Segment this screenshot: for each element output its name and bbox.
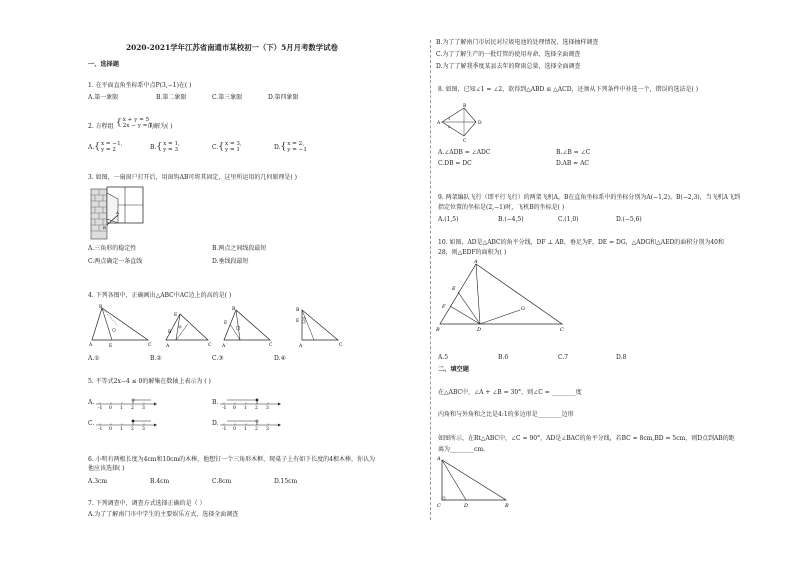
q2-eq1: x + y = 5 <box>122 117 150 123</box>
q13-line1: 如图所示，在Rt△ABC中，∠C = 90°，AD是∠BAC的角平分线，若BC = 8cm,BD = 5cm，则D点到AB的距 <box>438 435 735 442</box>
right-column <box>436 0 791 562</box>
q9-option-d: D.(−5,6) <box>616 216 642 223</box>
svg-text:D: D <box>464 503 469 509</box>
q4-stem: 4. 下列各图中，正确画出△ABC中AC边上的高的是( ) <box>88 292 232 299</box>
q5-number-line-a <box>96 399 157 411</box>
q5-tick-label: 3 <box>266 406 269 411</box>
q6-option-d: D.15cm <box>274 478 298 485</box>
q3-option-c: C.两点确定一条直线 <box>88 258 143 265</box>
q3-stem: 3. 如图，一扇窗户打开后，用窗钩AB可将其固定，这里所运用的几何原理是( ) <box>88 174 297 181</box>
q2-option-c: C. { x = 3, y = 1 <box>212 141 242 154</box>
q5-tick-label: -1 <box>98 427 103 430</box>
svg-text:A: A <box>474 259 478 265</box>
svg-text:A: A <box>222 344 226 349</box>
q9-option-a: A.(1,5) <box>438 216 459 223</box>
q1-option-b: B.第二象限 <box>156 94 187 101</box>
q10-line1: 10. 如图，AD是△ABC的角平分线，DF ⊥ AB，垂足为F，DE = DG，△ADG和△AED的面积分别为40和 <box>438 239 724 246</box>
svg-text:B: B <box>103 225 106 230</box>
q5-number-lines <box>88 390 288 430</box>
svg-text:B: B <box>296 308 300 313</box>
svg-text:C: C <box>463 139 467 144</box>
svg-text:B: B <box>99 305 103 310</box>
q5-tick-label: 2 <box>255 427 258 430</box>
q5-tick-label: 2 <box>131 406 134 411</box>
q5-tick-label: 0 <box>109 406 112 411</box>
svg-text:A: A <box>89 343 93 348</box>
left-column <box>88 0 423 562</box>
svg-text:A: A <box>116 210 119 215</box>
q4-figure-2 <box>165 312 212 349</box>
section-fill-heading: 二、填空题 <box>438 366 469 373</box>
q5-option-b: B. <box>212 399 219 406</box>
q5-tick-label: 3 <box>266 427 269 430</box>
svg-text:2: 2 <box>448 125 451 129</box>
column-divider <box>430 40 431 520</box>
q5-tick-label: 1 <box>244 406 247 411</box>
q1-option-d: D.第四象限 <box>268 94 299 101</box>
q10-figure <box>436 258 566 334</box>
q10-option-b: B.6 <box>498 354 509 361</box>
svg-text:E: E <box>296 319 300 324</box>
svg-text:E: E <box>109 344 113 349</box>
svg-text:C: C <box>208 343 212 348</box>
svg-text:B: B <box>505 503 509 509</box>
q9-line1: 9. 两架编队飞行（即平行飞行）的两架飞机A，B在直角坐标系中的坐标分别为A(−1,2)，B(−2,3)，当飞机A飞到 <box>438 194 740 201</box>
svg-text:B: B <box>436 327 440 333</box>
q6-option-c: C.8cm <box>212 478 232 485</box>
svg-text:C: C <box>148 343 152 348</box>
q7-option-d: D.为了了解我季度某县去年的降雨总量，选择全面调查 <box>436 63 581 70</box>
q5-tick-label: 1 <box>120 427 123 430</box>
q3-option-d: D.垂线段最短 <box>212 258 249 265</box>
svg-text:1: 1 <box>448 117 451 121</box>
q4-figure-3 <box>221 306 273 349</box>
q1-option-c: C.第三象限 <box>212 94 243 101</box>
q2-option-b: B. { x = 1, y = 3 <box>150 141 180 154</box>
q6-line1: 6. 小明有两根长度为4cm和10cm的木棒，他想钉一个三角形木框，现桌子上有如下长度的4根木棒，你认为 <box>88 456 376 463</box>
q8-option-a: A.∠ADB = ∠ADC <box>438 149 491 156</box>
q3-option-b: B.两点之间线段最短 <box>212 245 267 252</box>
q4-option-a: A.① <box>88 355 100 362</box>
q5-option-c: C. <box>88 420 95 427</box>
q5-option-a: A. <box>88 399 95 406</box>
section-choice-heading: 一、选择题 <box>88 61 119 68</box>
q4-option-c: C.③ <box>212 355 224 362</box>
q5-tick-label: 3 <box>142 406 145 411</box>
svg-text:B: B <box>463 104 467 109</box>
q4-option-d: D.④ <box>274 355 286 362</box>
svg-text:C: C <box>339 343 343 348</box>
svg-text:D: D <box>477 327 482 333</box>
svg-text:C: C <box>560 327 564 333</box>
q2-stem-prefix: 2. 方程组 <box>88 123 114 130</box>
q5-tick-label: 1 <box>244 427 247 430</box>
q7-stem: 7. 下列调查中，调查方式选择正确的是（ ） <box>88 500 206 507</box>
svg-text:A: A <box>166 344 170 349</box>
svg-text:A: A <box>437 121 441 126</box>
q4-figure-1 <box>88 304 152 349</box>
q8-option-b: B.∠B = ∠C <box>556 149 591 156</box>
svg-text:E: E <box>452 286 456 292</box>
q3-window-figure <box>90 185 150 241</box>
svg-text:D: D <box>478 121 482 126</box>
svg-text:G: G <box>521 306 525 312</box>
q5-tick-label: 1 <box>120 406 123 411</box>
q2-eq2: 2x − y = 1 <box>122 123 153 130</box>
q3-option-a: A.三角形的稳定性 <box>88 245 137 252</box>
q5-tick-label: 0 <box>233 427 236 430</box>
q5-tick-label: 2 <box>255 406 258 411</box>
q4-figures <box>88 302 348 352</box>
q5-number-line-c <box>96 420 157 430</box>
svg-text:B: B <box>232 307 236 312</box>
svg-text:A: A <box>437 456 441 462</box>
q7-option-c: C.为了了解生产的一批灯管的使用寿命，选择全面调查 <box>436 51 581 58</box>
q13-line2: 离为________cm。 <box>438 446 490 453</box>
q10-line2: 28，则△EDF的面积为( ) <box>438 249 507 256</box>
q5-option-d: D. <box>212 420 219 427</box>
q5-number-line-b <box>220 399 281 411</box>
q10-option-d: D.8 <box>616 354 627 361</box>
q5-tick-label: -1 <box>222 427 227 430</box>
q1-stem: 1. 在平面直角坐标系中点P(3,−1)在( ) <box>88 82 192 89</box>
exam-title: 2020-2021学年江苏省南通市某校初一（下）5月月考数学试卷 <box>126 43 338 52</box>
svg-text:E: E <box>174 313 178 318</box>
q12-stem: 内角和与外角和之比是4:1的多边形是________边形 <box>438 411 574 418</box>
svg-text:A: A <box>299 344 303 349</box>
q10-option-c: C.7 <box>558 354 569 361</box>
q13-figure <box>436 454 516 510</box>
q9-option-b: B.(−4,5) <box>498 216 524 223</box>
q5-number-line-d <box>220 420 281 430</box>
q6-option-a: A.3cm <box>88 478 108 485</box>
q2-stem-suffix: 的解为( ) <box>148 123 173 130</box>
q5-tick-label: 2 <box>131 427 134 430</box>
svg-text:B: B <box>168 330 172 335</box>
svg-text:C: C <box>437 503 441 509</box>
svg-text:C: C <box>269 343 273 348</box>
q8-option-c: C.DB = DC <box>438 160 472 167</box>
q5-tick-label: -1 <box>98 406 103 411</box>
q9-option-c: C.(1,0) <box>558 216 579 223</box>
q2-option-a: A. { x = −1, y = 2 <box>88 141 123 154</box>
q9-line2: 指定位置的坐标是(2,−1)时，飞机B的坐标是( ) <box>438 204 565 211</box>
q2-option-d: D. { x = 2, y = −1 <box>274 141 307 154</box>
q1-option-a: A.第一象限 <box>88 94 119 101</box>
q10-option-a: A.5 <box>438 354 449 361</box>
q8-option-d: D.AB = AC <box>556 160 590 167</box>
q11-stem: 在△ABC中，∠A + ∠B = 30°，则∠C = ________度 <box>438 389 582 396</box>
q2-system: { x + y = 5 2x − y = 1 <box>116 117 153 130</box>
q5-tick-label: -1 <box>222 406 227 411</box>
q7-option-a: A.为了了解南门市中学生的主要娱乐方式，选择全面调查 <box>88 511 239 518</box>
q4-figure-4 <box>296 307 343 349</box>
q7-option-b: B.为了了解南门市居民对垃圾电池的处理情况，选择抽样调查 <box>436 39 599 46</box>
q5-tick-label: 0 <box>233 406 236 411</box>
q4-option-b: B.② <box>150 355 162 362</box>
q6-option-b: B.4cm <box>150 478 170 485</box>
q8-figure <box>436 100 486 144</box>
q8-stem: 8. 如图，已知∠1 = ∠2，欲得到△ABD ≌ △ACD，还须从下列条件中补选一个，错误的选法是( ) <box>438 86 699 93</box>
q5-tick-label: 0 <box>109 427 112 430</box>
q5-tick-label: 3 <box>142 427 145 430</box>
svg-text:E: E <box>224 321 228 326</box>
svg-text:F: F <box>442 304 446 310</box>
q6-line2: 他应该选择( ) <box>88 465 125 472</box>
q5-stem: 5. 不等式2x−4 ≤ 0的解集在数轴上表示为 ( ) <box>88 378 211 385</box>
